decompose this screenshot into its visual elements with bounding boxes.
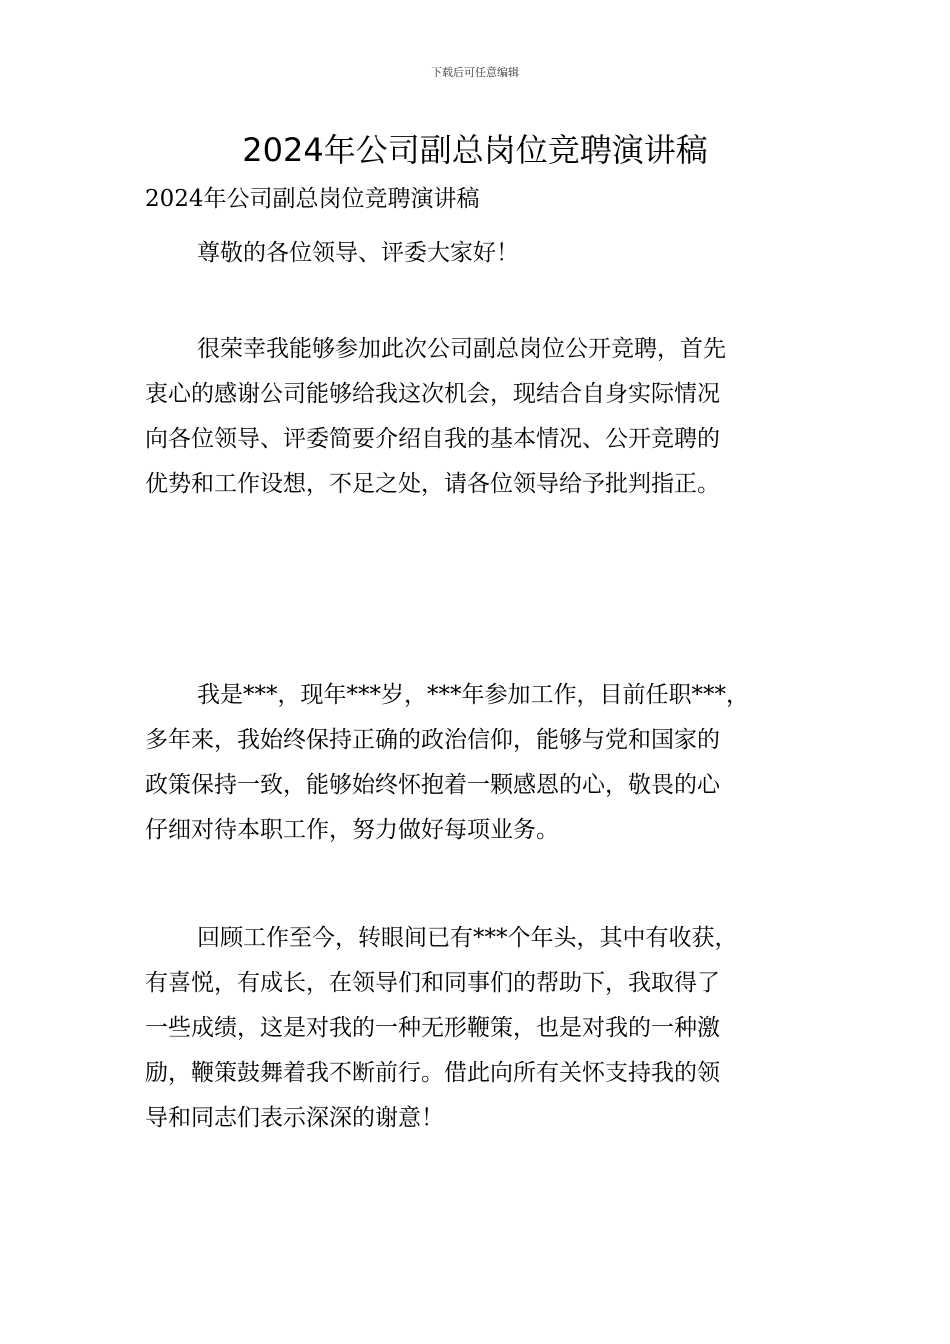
paragraph-line: 有喜悦，有成长，在领导们和同事们的帮助下，我取得了 xyxy=(145,970,720,996)
paragraph-line: 回顾工作至今，转眼间已有***个年头，其中有收获， xyxy=(197,925,738,951)
self-introduction-paragraph xyxy=(145,673,809,853)
document-subtitle: 2024年公司副总岗位竞聘演讲稿 xyxy=(145,186,480,212)
paragraph-line: 向各位领导、评委简要介绍自我的基本情况、公开竞聘的 xyxy=(145,426,720,452)
paragraph-line: 政策保持一致，能够始终怀抱着一颗感恩的心，敬畏的心 xyxy=(145,772,720,798)
header-note: 下载后可任意编辑 xyxy=(431,66,519,79)
paragraph-line: 我是***，现年***岁，***年参加工作，目前任职***， xyxy=(197,682,749,708)
paragraph-line: 导和同志们表示深深的谢意！ xyxy=(145,1105,444,1131)
paragraph-line: 多年来，我始终保持正确的政治信仰，能够与党和国家的 xyxy=(145,727,720,753)
paragraph-line: 励，鞭策鼓舞着我不断前行。借此向所有关怀支持我的领 xyxy=(145,1060,720,1086)
paragraph-line: 仔细对待本职工作，努力做好每项业务。 xyxy=(145,817,559,843)
review-paragraph xyxy=(145,916,809,1141)
paragraph-line: 优势和工作设想，不足之处，请各位领导给予批判指正。 xyxy=(145,471,720,497)
paragraph-line: 一些成绩，这是对我的一种无形鞭策，也是对我的一种激 xyxy=(145,1015,720,1041)
greeting-paragraph xyxy=(145,231,809,276)
intro-paragraph xyxy=(145,327,809,507)
paragraph-line: 衷心的感谢公司能够给我这次机会，现结合自身实际情况 xyxy=(145,381,720,407)
paragraph-line: 很荣幸我能够参加此次公司副总岗位公开竞聘，首先 xyxy=(197,336,726,362)
greeting-line: 尊敬的各位领导、评委大家好！ xyxy=(197,240,519,266)
document-title: 2024年公司副总岗位竞聘演讲稿 xyxy=(242,131,708,169)
